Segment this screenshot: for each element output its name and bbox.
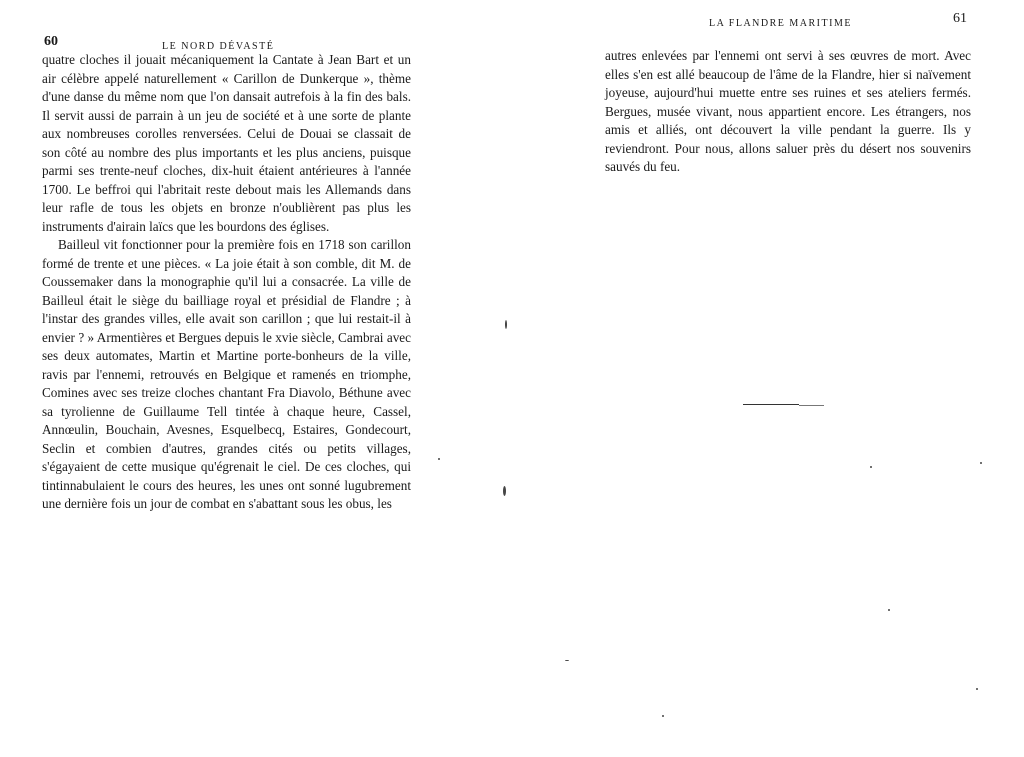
paper-speck <box>870 466 872 468</box>
paper-speck <box>662 715 664 717</box>
right-paragraph-1: autres enlevées par l'ennemi ont servi à ses œuvres de mort. Avec elles s'en est allé beaucoup de l'âme de la Flandre, hier si naïvement joyeuse, aujourd'hui muette entre ses ruines et ses ateliers fermés. Bergues, musée vivant, nous appartient encore. Les étrangers, nos amis et alliés, ont découvert la ville pendant la guerre. Ils y reviendront. Pour nous, allons saluer près du désert nos souvenirs sauvés du feu. <box>605 48 971 174</box>
paper-speck <box>565 660 569 661</box>
paper-speck <box>438 458 440 460</box>
gutter-mark <box>503 486 506 496</box>
left-page <box>36 0 411 514</box>
right-page <box>605 0 971 177</box>
gutter-mark <box>505 320 507 329</box>
right-page-number: 61 <box>953 11 967 26</box>
end-of-chapter-rule-tail <box>799 405 824 406</box>
paper-speck <box>888 609 890 611</box>
paper-speck <box>976 688 978 690</box>
left-page-number: 60 <box>44 34 58 49</box>
paper-speck <box>980 462 982 464</box>
left-paragraph-2: Bailleul vit fonctionner pour la première fois en 1718 son carillon formé de trente et une pièces. « La joie était à son comble, dit M. de Coussemaker dans la monographie qu'il lui a consacrée. La ville de Bailleul était le siège du bailliage royal et présidial de Flandre ; à l'instar des grandes villes, elle avait son carillon ; que lui restait-il à envier ? » Armentières et Bergues depuis le xvie siècle, Cambrai avec ses deux automates, Martin et Martine porte-bonheurs de la ville, ravis par l'ennemi, retrouvés en Belgique et ramenés en triomphe, Comines avec ses treize cloches chantant Fra Diavolo, Béthune avec sa tyrolienne de Guillaume Tell tintée à chaque heure, Cassel, Annœulin, Bouchain, Avesnes, Esquelbecq, Estaires, Gondecourt, Seclin et combien d'autres, grandes cités ou petits villages, s'égayaient de cette musique qu'égrenait le ciel. De ces cloches, qui tintinnabulaient le cours des heures, les unes ont sonné lugubrement une dernière fois un jour de combat en s'abattant sous les obus, les <box>42 237 411 511</box>
right-body-text <box>605 47 971 177</box>
end-of-chapter-rule <box>743 404 799 405</box>
right-running-head <box>605 11 971 34</box>
left-running-title: LE NORD DÉVASTÉ <box>162 41 275 52</box>
left-running-head <box>36 34 411 57</box>
right-running-title: LA FLANDRE MARITIME <box>709 18 852 29</box>
left-paragraph-1: quatre cloches il jouait mécaniquement la Cantate à Jean Bart et un air célèbre appelé naturellement « Carillon de Dunkerque », thème d'une danse du même nom que l'on dansait autrefois à la fin des bals. Il servit aussi de parrain à un jeu de société et à une sorte de plante aux nombreuses corolles renversées. Celui de Douai se classait de son côté au nombre des plus importants et les plus anciens, puisque parmi ses trente-neuf cloches, dix-huit étaient antérieures à l'année 1700. Le beffroi qui l'abritait reste debout mais les Allemands dans leur rafle de tous les objets en bronze n'oublièrent pas plus les instruments d'airain laïcs que les bourdons des églises. <box>42 52 411 234</box>
left-body-text <box>36 51 411 514</box>
